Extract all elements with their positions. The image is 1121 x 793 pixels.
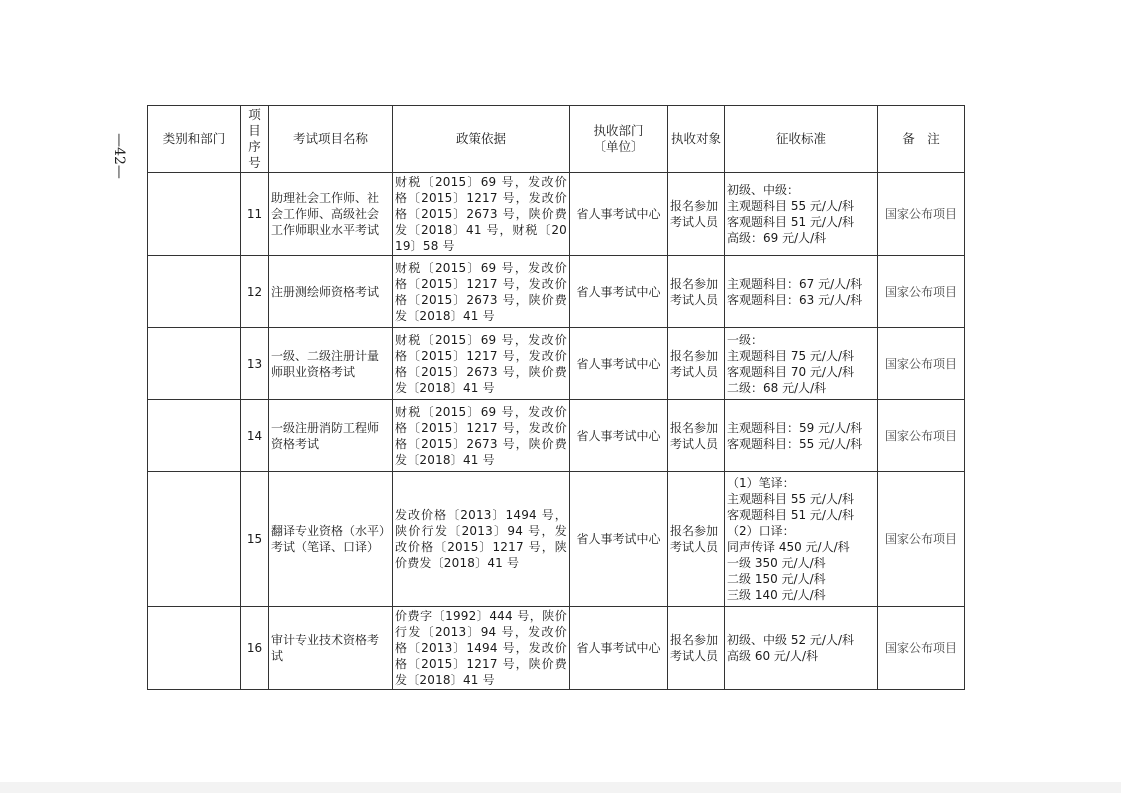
header-row [148, 106, 965, 173]
cell-standard [725, 256, 878, 328]
standard-line: 客观题科目：63 元/人/科 [727, 292, 863, 307]
cell-remark: 国家公布项目 [878, 256, 965, 328]
standard-line: 主观题科目 55 元/人/科 [727, 492, 854, 506]
cell-seq: 16 [241, 607, 269, 690]
cell-name: 注册测绘师资格考试 [269, 256, 393, 328]
standard-line: 主观题科目 75 元/人/科 [727, 348, 854, 363]
table-row [148, 173, 965, 256]
header-seq [241, 106, 269, 173]
standard-line: 三级 140 元/人/科 [727, 588, 826, 602]
standard-line: （2）口译： [727, 524, 795, 538]
cell-remark: 国家公布项目 [878, 173, 965, 256]
cell-standard [725, 173, 878, 256]
cell-dept: 省人事考试中心 [570, 328, 668, 400]
standard-line: 高级 60 元/人/科 [727, 649, 818, 663]
cell-policy: 财税〔2015〕69 号，发改价格〔2015〕1217 号，发改价格〔2015〕2673 号，陕价费发〔2018〕41 号，财税〔2019〕58 号 [393, 173, 570, 256]
cell-target: 报名参加考试人员 [668, 173, 725, 256]
header-standard: 征收标准 [725, 106, 878, 173]
cell-policy: 财税〔2015〕69 号，发改价格〔2015〕1217 号，发改价格〔2015〕2673 号，陕价费发〔2018〕41 号 [393, 328, 570, 400]
cell-category [148, 472, 241, 607]
cell-seq: 12 [241, 256, 269, 328]
cell-policy: 价费字〔1992〕444 号，陕价行发〔2013〕94 号，发改价格〔2013〕1494 号，发改价格〔2015〕1217 号，陕价费发〔2018〕41 号 [393, 607, 570, 690]
header-dept [570, 106, 668, 173]
cell-category [148, 256, 241, 328]
cell-dept: 省人事考试中心 [570, 400, 668, 472]
table-row [148, 607, 965, 690]
cell-remark: 国家公布项目 [878, 328, 965, 400]
cell-dept: 省人事考试中心 [570, 607, 668, 690]
header-policy: 政策依据 [393, 106, 570, 173]
cell-target: 报名参加考试人员 [668, 607, 725, 690]
cell-seq: 13 [241, 328, 269, 400]
standard-line: 主观题科目 55 元/人/科 [727, 199, 854, 213]
cell-standard [725, 472, 878, 607]
header-category: 类别和部门 [148, 106, 241, 173]
standard-line: 客观题科目：55 元/人/科 [727, 436, 863, 451]
header-seq-line2: 序号 [248, 139, 261, 170]
cell-category [148, 400, 241, 472]
header-remark: 备 注 [878, 106, 965, 173]
header-dept-line1: 执收部门 [593, 123, 644, 138]
page-number: —42— [111, 133, 127, 179]
cell-category [148, 607, 241, 690]
cell-seq: 11 [241, 173, 269, 256]
standard-line: 初级、中级： [727, 183, 800, 197]
cell-seq: 14 [241, 400, 269, 472]
standard-line: 客观题科目 70 元/人/科 [727, 364, 854, 379]
standard-line: 主观题科目：67 元/人/科 [727, 276, 863, 291]
standard-line: 一级 350 元/人/科 [727, 556, 826, 570]
standard-line: 客观题科目 51 元/人/科 [727, 215, 854, 229]
cell-target: 报名参加考试人员 [668, 328, 725, 400]
cell-target: 报名参加考试人员 [668, 400, 725, 472]
header-name: 考试项目名称 [269, 106, 393, 173]
fee-standard-table [147, 105, 965, 690]
table-row [148, 256, 965, 328]
table-row [148, 472, 965, 607]
table-row [148, 328, 965, 400]
standard-line: 主观题科目：59 元/人/科 [727, 420, 863, 435]
header-target: 执收对象 [668, 106, 725, 173]
standard-line: 同声传译 450 元/人/科 [727, 540, 850, 554]
header-seq-line1: 项目 [248, 107, 261, 138]
standard-line: （1）笔译： [727, 476, 795, 490]
cell-policy: 发改价格〔2013〕1494 号，陕价行发〔2013〕94 号，发改价格〔2015〕1217 号，陕价费发〔2018〕41 号 [393, 472, 570, 607]
cell-remark: 国家公布项目 [878, 400, 965, 472]
cell-standard [725, 400, 878, 472]
cell-standard [725, 328, 878, 400]
standard-line: 高级：69 元/人/科 [727, 231, 827, 245]
scan-bottom-edge [0, 782, 1121, 793]
header-dept-line2: 〔单位〕 [593, 139, 644, 154]
cell-policy: 财税〔2015〕69 号，发改价格〔2015〕1217 号，发改价格〔2015〕2673 号，陕价费发〔2018〕41 号 [393, 400, 570, 472]
cell-remark: 国家公布项目 [878, 607, 965, 690]
cell-name: 审计专业技术资格考试 [269, 607, 393, 690]
cell-policy: 财税〔2015〕69 号，发改价格〔2015〕1217 号，发改价格〔2015〕2673 号，陕价费发〔2018〕41 号 [393, 256, 570, 328]
cell-category [148, 173, 241, 256]
cell-remark: 国家公布项目 [878, 472, 965, 607]
cell-target: 报名参加考试人员 [668, 472, 725, 607]
cell-name: 一级注册消防工程师资格考试 [269, 400, 393, 472]
standard-line: 客观题科目 51 元/人/科 [727, 508, 854, 522]
cell-target: 报名参加考试人员 [668, 256, 725, 328]
cell-name: 翻译专业资格（水平）考试（笔译、口译） [269, 472, 393, 607]
cell-name: 助理社会工作师、社会工作师、高级社会工作师职业水平考试 [269, 173, 393, 256]
standard-line: 一级： [727, 332, 764, 347]
cell-dept: 省人事考试中心 [570, 256, 668, 328]
cell-dept: 省人事考试中心 [570, 173, 668, 256]
standard-line: 二级 150 元/人/科 [727, 572, 826, 586]
cell-dept: 省人事考试中心 [570, 472, 668, 607]
cell-name: 一级、二级注册计量师职业资格考试 [269, 328, 393, 400]
cell-category [148, 328, 241, 400]
table-row [148, 400, 965, 472]
cell-seq: 15 [241, 472, 269, 607]
cell-standard [725, 607, 878, 690]
standard-line: 初级、中级 52 元/人/科 [727, 633, 854, 647]
standard-line: 二级：68 元/人/科 [727, 380, 827, 395]
